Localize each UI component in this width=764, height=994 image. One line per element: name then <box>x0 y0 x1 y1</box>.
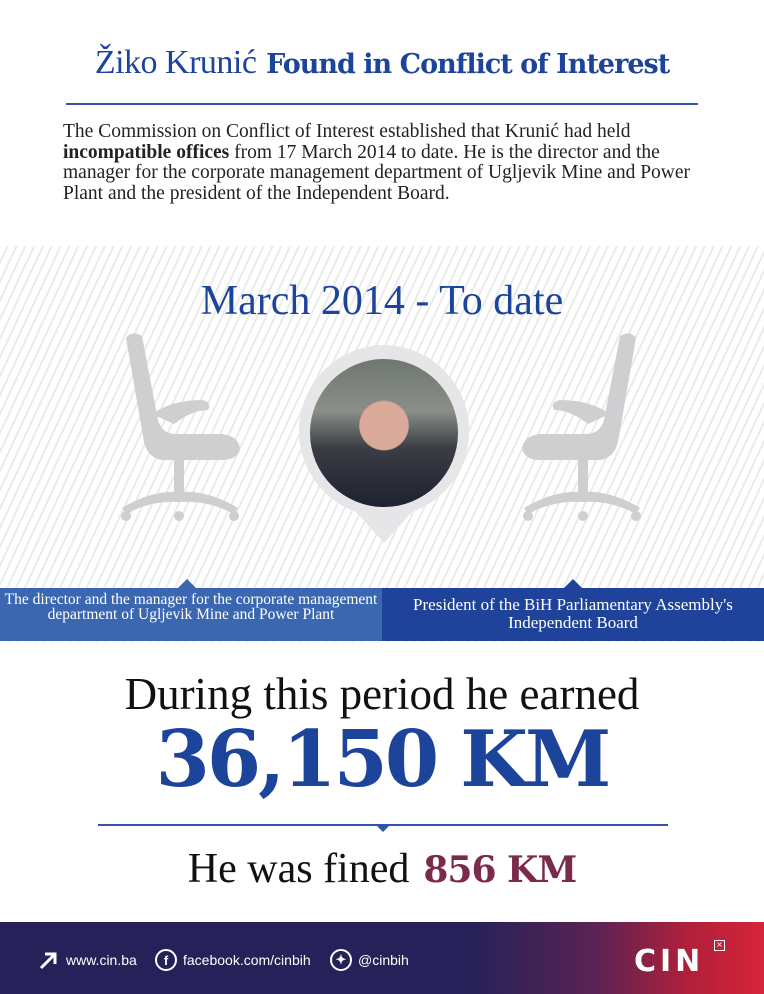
website-text: www.cin.ba <box>66 952 137 968</box>
intro-bold: incompatible offices <box>63 141 230 163</box>
title-name: Žiko Krunić <box>94 44 257 81</box>
title-divider <box>66 103 698 105</box>
intro-text-1: The Commission on Conflict of Interest established that Krunić had held <box>63 121 631 142</box>
earned-label: During this period he earned <box>124 669 640 719</box>
footer-twitter-link[interactable] <box>330 949 409 971</box>
title-rest: Found in Conflict of Interest <box>266 49 670 80</box>
footer-website-link[interactable] <box>38 950 137 970</box>
right-label-pointer <box>564 579 582 588</box>
twitter-icon: ✦ <box>330 949 352 971</box>
footer-facebook-link[interactable] <box>155 949 311 971</box>
left-label-pointer <box>178 579 196 588</box>
portrait-photo <box>310 359 458 507</box>
cin-logo: CIN <box>634 944 705 979</box>
facebook-text: facebook.com/cinbih <box>183 952 311 968</box>
fine-label: He was fined <box>187 846 410 892</box>
intro-paragraph <box>63 122 713 204</box>
twitter-text: @cinbih <box>358 952 409 968</box>
fine-line <box>0 845 764 893</box>
position-left-label: The director and the manager for the corporate management department of Ugljevik Mine and Power Plant <box>0 588 382 641</box>
divider-pointer <box>377 826 389 832</box>
fine-amount: 856 KM <box>423 849 577 891</box>
page-title <box>0 44 764 82</box>
facebook-icon: f <box>155 949 177 971</box>
office-chair-left-icon <box>112 330 252 526</box>
office-chair-right-icon <box>510 330 650 526</box>
cin-logo-x-icon: × <box>714 940 725 951</box>
earned-amount: 36,150 KM <box>155 714 609 805</box>
intro-text-2: from 17 March 2014 to date. He is the director and the manager for the corporate management department of Ugljevik Mine and Power Plant and the president of the Independent Board. <box>63 141 691 204</box>
period-heading: March 2014 - To date <box>200 278 564 324</box>
arrow-icon <box>38 950 58 970</box>
position-right-label: President of the BiH Parliamentary Assembly's Independent Board <box>382 588 764 641</box>
